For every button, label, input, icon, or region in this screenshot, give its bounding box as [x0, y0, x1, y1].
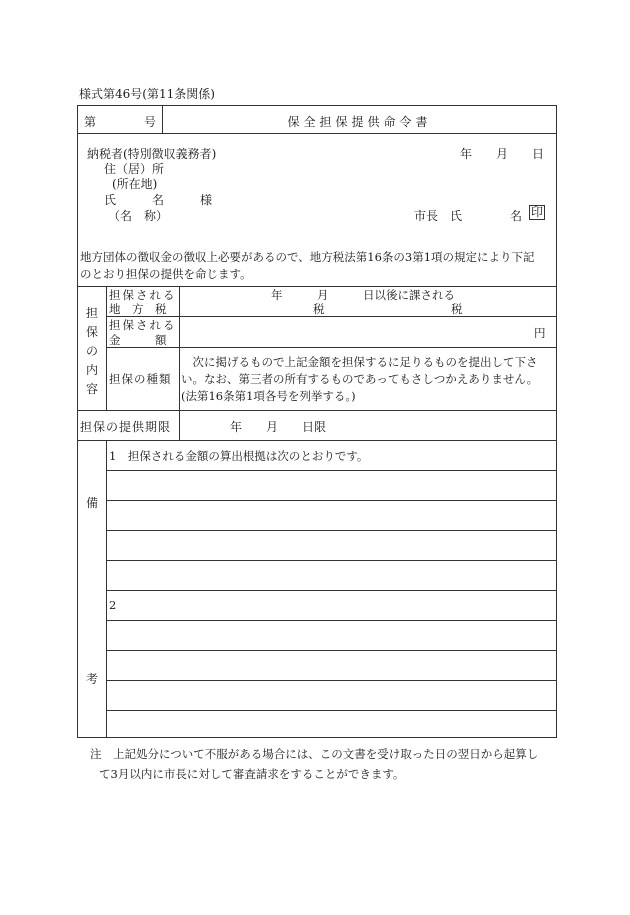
deadline-value: 年 月 日限: [230, 420, 327, 434]
number-label: 第 号: [84, 115, 157, 129]
rule-deadline-label: [179, 410, 180, 440]
form-title: 保全担保提供命令書: [287, 115, 432, 129]
remarks-line: [106, 710, 556, 711]
amount-unit: 円: [534, 326, 546, 340]
issue-date: 年 月 日: [460, 147, 545, 161]
remarks-line: [106, 500, 556, 501]
appeal-note-line1: 注 上記処分について不服がある場合には、この文書を受け取った日の翌日から起算し: [90, 747, 539, 761]
corp-name-label: （名 称）: [108, 209, 169, 223]
rule-content-side: [106, 286, 107, 410]
amount-label-line2: 金 額: [109, 333, 167, 347]
tax-value-line2: 税 税: [313, 302, 463, 316]
remarks-line: [106, 650, 556, 651]
address-label: 住（居）所: [104, 162, 165, 176]
security-type-text-line3: (法第16条第1項各号を列挙する。): [181, 389, 356, 403]
addressee-name: 氏 名 様: [104, 193, 213, 207]
content-side-char: 担: [85, 306, 98, 320]
rule-content-label: [179, 286, 180, 410]
taxpayer-label: 納税者(特別徴収義務者): [87, 147, 217, 161]
amount-label-line1: 担保される: [109, 318, 177, 332]
remarks-line: [106, 560, 556, 561]
remarks-line: [106, 620, 556, 621]
tax-value-line1: 年 月 日以後に課される: [271, 288, 455, 302]
remarks-line: [106, 680, 556, 681]
remarks-line: [106, 530, 556, 531]
rule-amount: [106, 347, 556, 348]
appeal-note-line2: て3月以内に市長に対して審査請求をすることができます。: [99, 767, 405, 781]
content-side-char: 内: [85, 363, 98, 377]
tax-label-line2: 地 方 税: [109, 302, 167, 316]
remarks-line: [106, 470, 556, 471]
rule-deadline-end: [78, 440, 556, 441]
remarks-item-1: 1 担保される金額の算出根拠は次のとおりです。: [109, 449, 369, 463]
security-type-text-line1: 次に掲げるもので上記金額を担保するに足りるものを提出して下さ: [181, 355, 538, 369]
security-type-text-line2: い。なお、第三者の所有するものであってもさしつかえありません。: [181, 372, 539, 386]
form-caption: 様式第46号(第11条関係): [79, 87, 215, 101]
order-text-line1: 地方団体の徴収金の徴収上必要があるので、地方税法第16条の3第1項の規定により下記: [80, 250, 535, 264]
remarks-item-2: 2: [109, 598, 117, 612]
order-text-line2: のとおり担保の提供を命じます。: [80, 267, 252, 281]
remarks-line: [106, 590, 556, 591]
security-type-label: 担保の種類: [109, 372, 172, 386]
tax-label-line1: 担保される: [109, 288, 177, 302]
seal-icon: 印: [531, 205, 544, 219]
content-side-char: の: [85, 344, 98, 358]
rule-content-end: [78, 410, 556, 411]
mayor-name: 市長 氏 名: [414, 209, 523, 223]
content-side-char: 保: [85, 325, 98, 339]
remarks-label-bottom: 考: [85, 672, 98, 686]
location-label: (所在地): [112, 177, 158, 191]
order-form-table: [77, 105, 557, 738]
remarks-label-top: 備: [85, 496, 98, 510]
content-side-char: 容: [85, 382, 98, 396]
rule-header: [78, 133, 556, 134]
rule-remarks-side: [106, 440, 107, 738]
deadline-label: 担保の提供期限: [80, 420, 172, 434]
